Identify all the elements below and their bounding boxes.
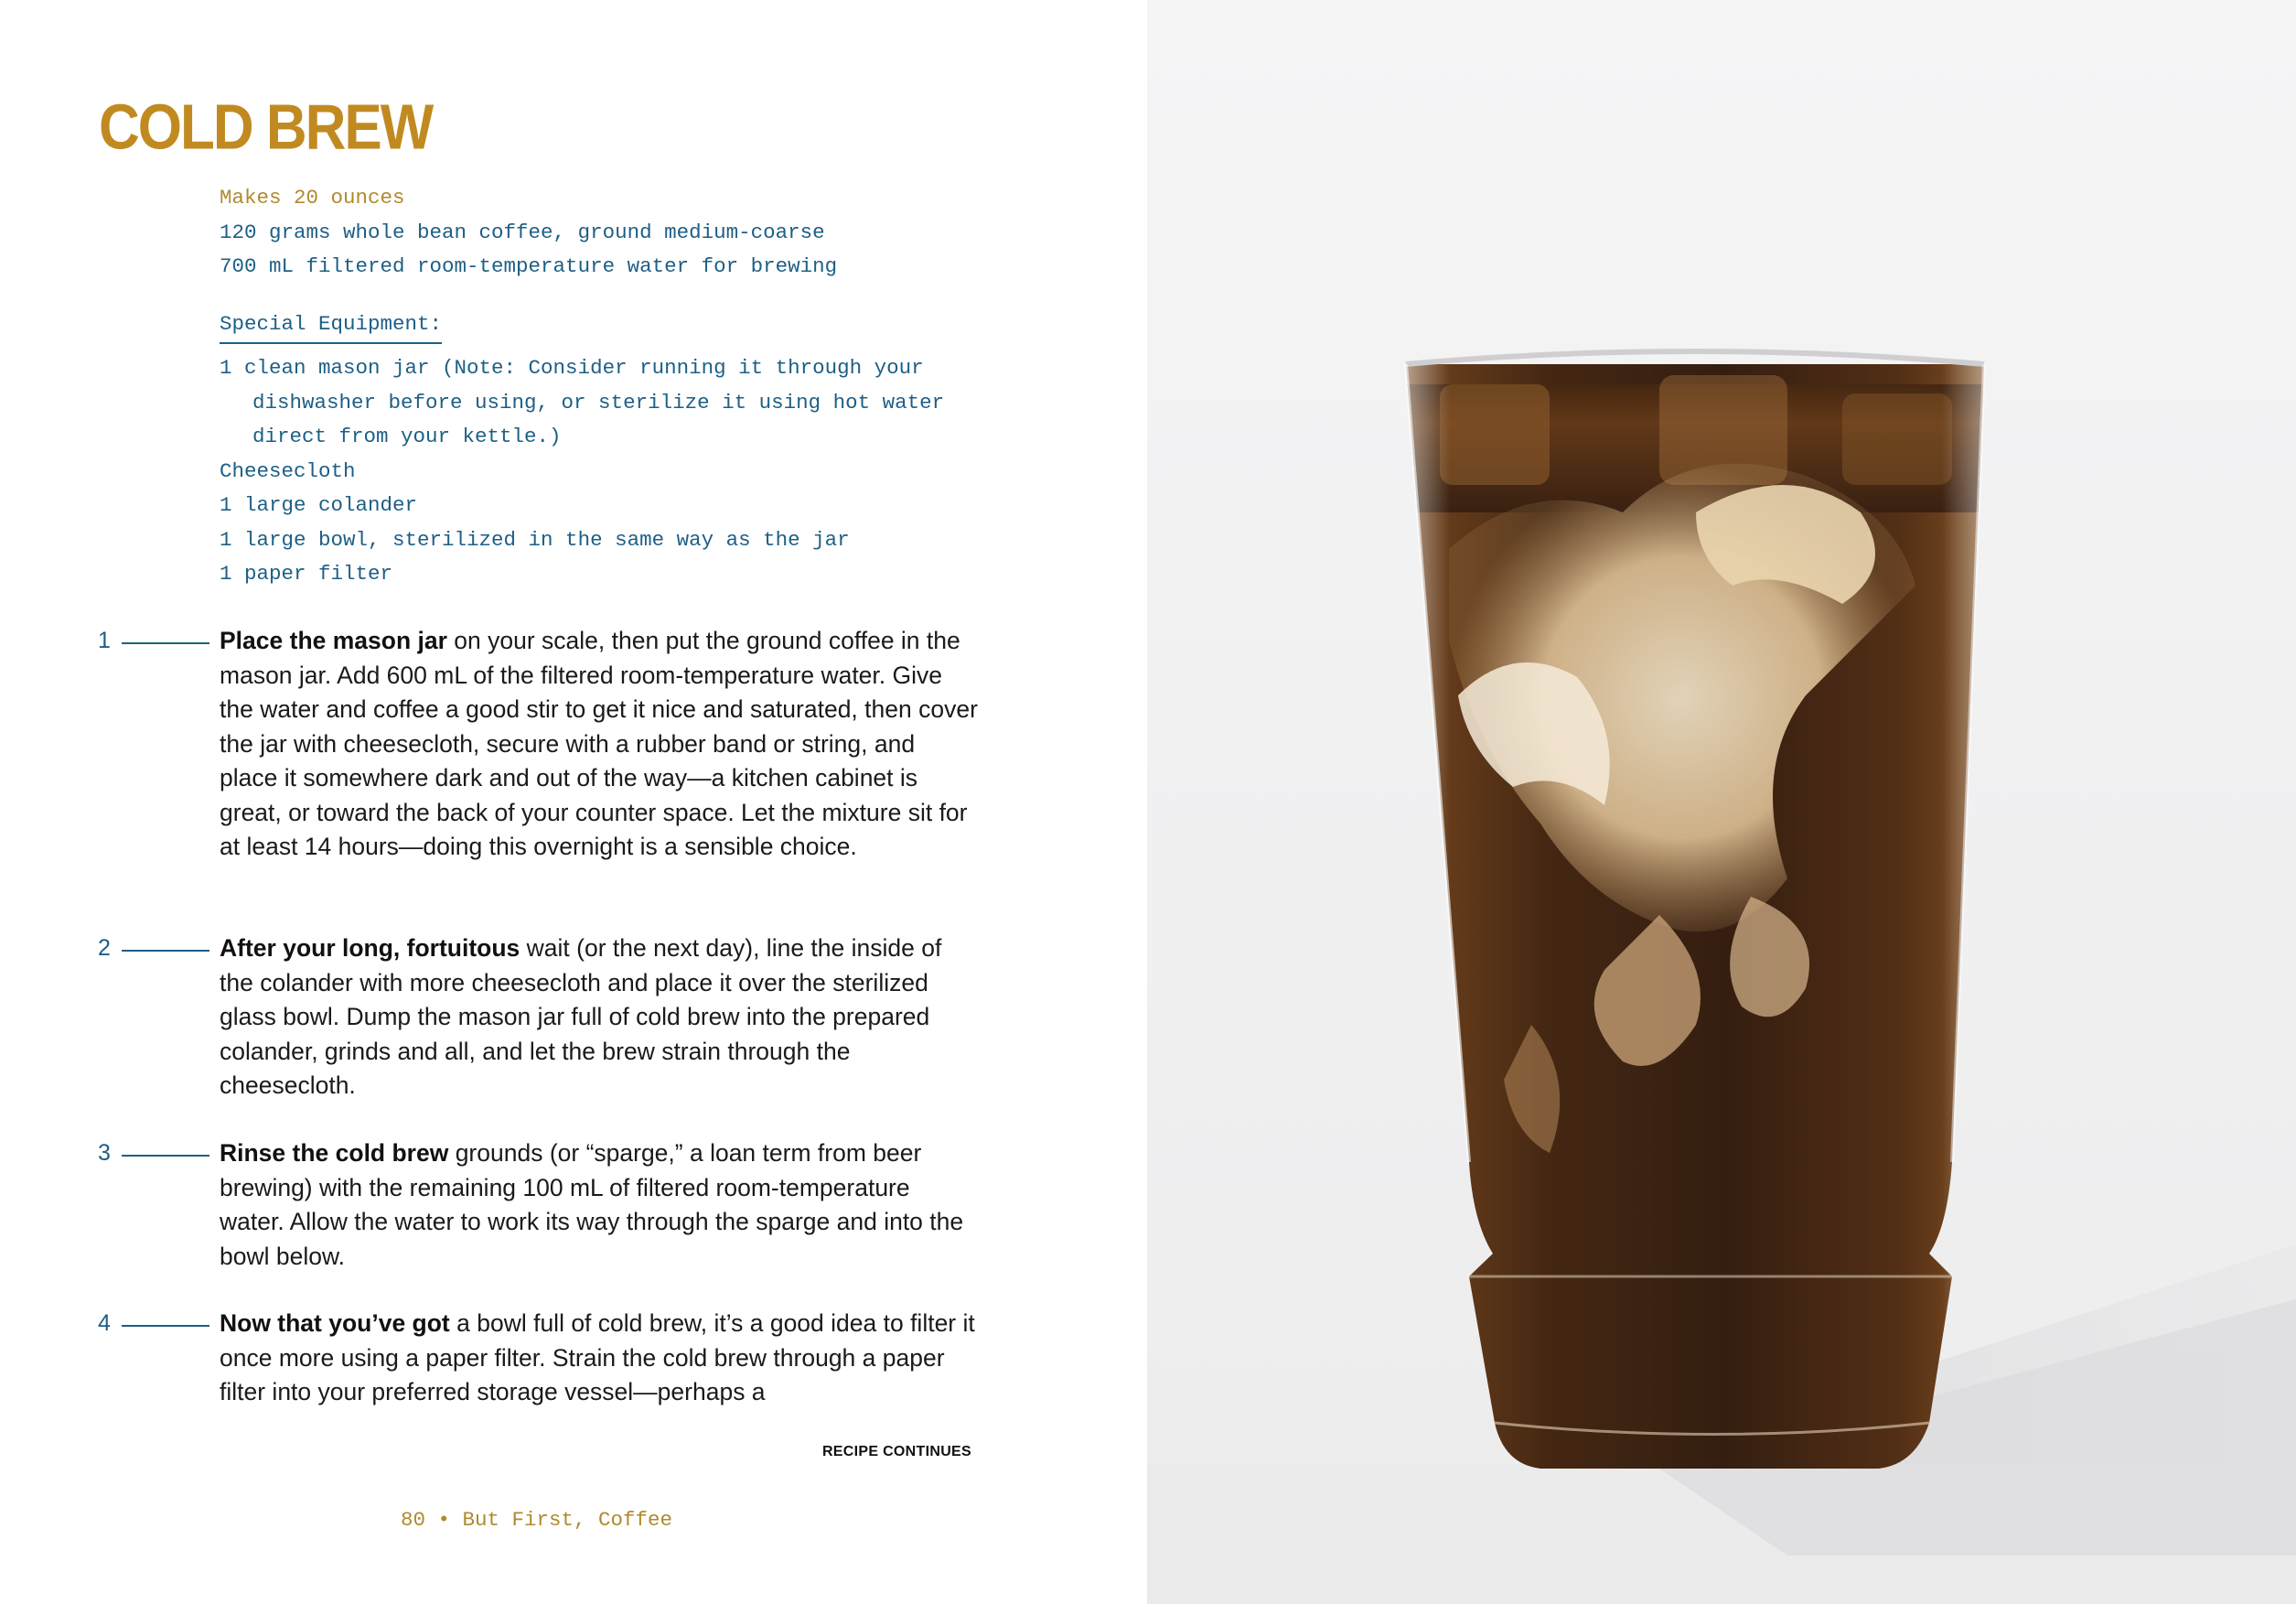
- step-number: 4: [98, 1310, 111, 1336]
- step-body: wait (or the next day), line the inside of the colander with more cheesecloth and place it over the sterilized glass bowl. Dump the mason jar full of cold brew into the prepared colander, grinds and all, and let the brew strain through the cheesecloth.: [220, 934, 942, 1099]
- step-rule: [122, 1155, 209, 1157]
- step-lead: Now that you’ve got: [220, 1309, 450, 1337]
- step-number: 1: [98, 628, 111, 653]
- ingredient-item: 120 grams whole bean coffee, ground medium-coarse: [220, 220, 825, 244]
- step-text: [220, 1136, 979, 1274]
- step-text: [220, 624, 979, 865]
- equipment-item: 1 clean mason jar (Note: Consider running it through your dishwasher before using, or sterilize it using hot water direct from your kettle.): [220, 356, 945, 448]
- equipment-list: [220, 351, 1006, 592]
- recipe-title: COLD BREW: [99, 92, 433, 164]
- step-number: 2: [98, 935, 111, 961]
- photo-page: [1147, 0, 2296, 1604]
- equipment-item: 1 large bowl, sterilized in the same way as the jar: [220, 527, 850, 552]
- step-lead: After your long, fortuitous: [220, 934, 520, 962]
- recipe-continues-label: RECIPE CONTINUES: [821, 1444, 971, 1459]
- step-rule: [122, 642, 209, 644]
- step-rule: [122, 1325, 209, 1327]
- step-rule: [122, 950, 209, 952]
- equipment-item: 1 paper filter: [220, 562, 393, 586]
- ingredient-list: [220, 181, 1043, 285]
- recipe-page: [0, 0, 1147, 1604]
- page-folio: 80 • But First, Coffee: [401, 1508, 673, 1532]
- step-body: grounds (or “sparge,” a loan term from beer brewing) with the remaining 100 mL of filtered room-temperature water. Allow the water to work its way through the sparge and into the bowl below.: [220, 1139, 964, 1270]
- step-body: a bowl full of cold brew, it’s a good idea to filter it once more using a paper filter. Strain the cold brew through a paper filter into your preferred storage vessel—perhaps a: [220, 1309, 975, 1405]
- equipment-item: Cheesecloth: [220, 458, 356, 483]
- step-lead: Rinse the cold brew: [220, 1139, 449, 1167]
- step-number: 3: [98, 1140, 111, 1166]
- equipment-item: 1 large colander: [220, 493, 418, 517]
- recipe-yield: Makes 20 ounces: [220, 186, 405, 210]
- iced-coffee-glass-icon: [1147, 0, 2296, 1604]
- step-lead: Place the mason jar: [220, 627, 447, 654]
- step-text: [220, 931, 979, 1103]
- step-body: on your scale, then put the ground coffee in the mason jar. Add 600 mL of the filtered room-temperature water. Give the water and coffee a good stir to get it nice and saturated, then cover the jar with cheesecloth, secure with a rubber band or string, and place it somewhere dark and out of the way—a kitchen cabinet is great, or toward the back of your counter space. Let the mixture sit for at least 14 hours—doing this overnight is a sensible choice.: [220, 627, 978, 860]
- equipment-heading: Special Equipment:: [220, 307, 442, 344]
- step-text: [220, 1307, 979, 1410]
- ingredient-item: 700 mL filtered room-temperature water for brewing: [220, 254, 838, 278]
